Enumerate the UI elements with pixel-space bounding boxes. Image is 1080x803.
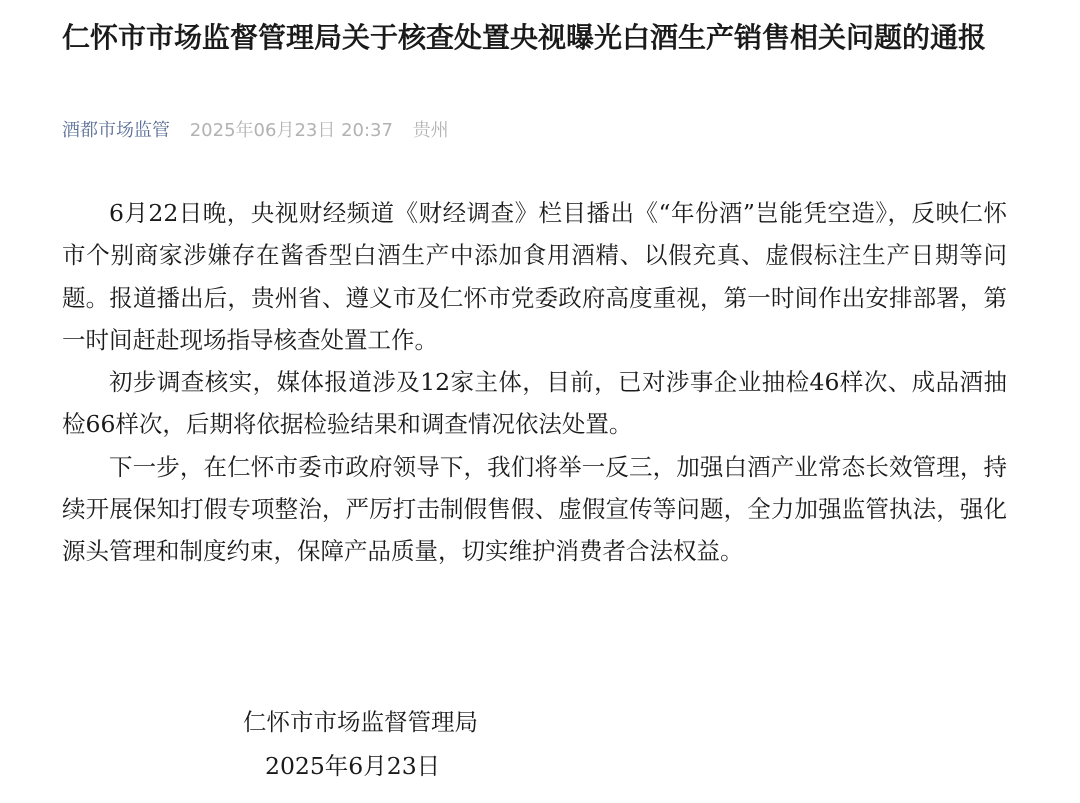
paragraph: 初步调查核实，媒体报道涉及12家主体，目前，已对涉事企业抽检46样次、成品酒抽检66样次，后期将依据检验结果和调查情况依法处置。 (62, 368, 1007, 439)
article-body (62, 192, 1007, 573)
paragraph: 6月22日晚，央视财经频道《财经调查》栏目播出《“年份酒”岂能凭空造》，反映仁怀市个别商家涉嫌存在酱香型白酒生产中添加食用酒精、以假充真、虚假标注生产日期等问题。报道播出后，贵州省、遵义市及仁怀市党委政府高度重视，第一时间作出安排部署，第一时间赶赴现场指导核查处置工作。 (62, 199, 1007, 354)
publish-time: 2025年06月23日 20:37 (189, 120, 393, 141)
paragraph: 下一步，在仁怀市委市政府领导下，我们将举一反三，加强白酒产业常态长效管理，持续开展保知打假专项整治，严厉打击制假售假、虚假宣传等问题，全力加强监管执法，强化源头管理和制度约束，保障产品质量，切实维护消费者合法权益。 (62, 452, 1007, 566)
article-meta (62, 118, 449, 144)
publish-location: 贵州 (412, 120, 449, 141)
signature: 仁怀市市场监督管理局 (243, 708, 478, 736)
article-title: 仁怀市市场监督管理局关于核查处置央视曝光白酒生产销售相关问题的通报 (62, 21, 987, 54)
signature-date: 2025年6月23日 (265, 752, 441, 780)
account-name-link[interactable]: 酒都市场监管 (62, 120, 170, 141)
